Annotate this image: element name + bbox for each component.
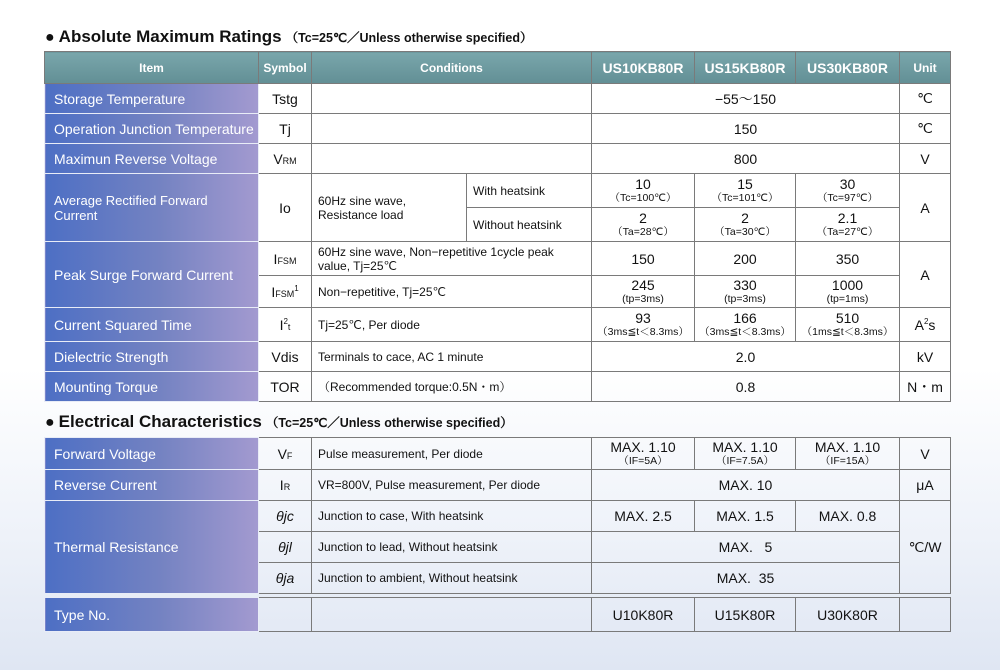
item-storage-temp: Storage Temperature bbox=[45, 84, 259, 114]
cond-i2t: Tj=25℃, Per diode bbox=[312, 308, 592, 342]
cond-theta-jc: Junction to case, With heatsink bbox=[312, 501, 592, 532]
symbol-theta-jc: θjc bbox=[259, 501, 312, 532]
unit-avg-current: A bbox=[900, 174, 951, 242]
value-theta-jc-1: MAX. 2.5 bbox=[592, 501, 695, 532]
value-vf-1: MAX. 1.10 （IF=5A） bbox=[592, 438, 695, 470]
item-reverse-current: Reverse Current bbox=[45, 470, 259, 501]
value-avg-without-1: 2 （Ta=28℃） bbox=[592, 208, 695, 242]
abs-ratings-table bbox=[44, 51, 951, 402]
type-no-empty bbox=[259, 598, 312, 632]
item-forward-voltage: Forward Voltage bbox=[45, 438, 259, 470]
value-surge1-2: 200 bbox=[695, 242, 796, 276]
table-row bbox=[45, 308, 951, 342]
symbol-ifsm: IFSM bbox=[259, 242, 312, 276]
item-thermal-resistance: Thermal Resistance bbox=[45, 501, 259, 594]
cond-vf: Pulse measurement, Per diode bbox=[312, 438, 592, 470]
header-conditions: Conditions bbox=[312, 52, 592, 84]
cond-avg-current: 60Hz sine wave, Resistance load bbox=[312, 174, 467, 242]
header-model-1: US10KB80R bbox=[592, 52, 695, 84]
abs-section-title: ● Absolute Maximum Ratings （Tc=25℃／Unless otherwise specified） bbox=[45, 27, 533, 46]
value-surge1-3: 350 bbox=[796, 242, 900, 276]
value-vf-3: MAX. 1.10 （IF=15A） bbox=[796, 438, 900, 470]
symbol-theta-ja: θja bbox=[259, 563, 312, 594]
value-avg-with-2: 15 （Tc=101℃） bbox=[695, 174, 796, 208]
cond-with-heatsink: With heatsink bbox=[467, 174, 592, 208]
symbol-theta-jl: θjl bbox=[259, 532, 312, 563]
value-ir: MAX. 10 bbox=[592, 470, 900, 501]
value-theta-ja: MAX. 35 bbox=[592, 563, 900, 594]
cond-empty bbox=[312, 144, 592, 174]
table-row bbox=[45, 84, 951, 114]
electrical-table bbox=[44, 437, 951, 594]
value-vf-2: MAX. 1.10 （IF=7.5A） bbox=[695, 438, 796, 470]
unit-ir: μA bbox=[900, 470, 951, 501]
table-row bbox=[45, 501, 951, 532]
table-row bbox=[45, 144, 951, 174]
symbol-vdis: Vdis bbox=[259, 342, 312, 372]
item-type-no: Type No. bbox=[45, 598, 259, 632]
value-surge2-1: 245 (tp=3ms) bbox=[592, 276, 695, 308]
unit-torque: N・m bbox=[900, 372, 951, 402]
cond-dielectric: Terminals to cace, AC 1 minute bbox=[312, 342, 592, 372]
item-mounting-torque: Mounting Torque bbox=[45, 372, 259, 402]
table-row bbox=[45, 470, 951, 501]
header-unit: Unit bbox=[900, 52, 951, 84]
bullet-dot-icon: ● bbox=[45, 414, 55, 431]
unit-i2t: $A^2s$ bbox=[900, 308, 951, 342]
value-avg-with-1: 10 （Tc=100℃） bbox=[592, 174, 695, 208]
symbol-vrm: VRM bbox=[259, 144, 312, 174]
value-storage-temp: −55〜150 bbox=[592, 84, 900, 114]
table-row bbox=[45, 114, 951, 144]
value-dielectric: 2.0 bbox=[592, 342, 900, 372]
unit-surge: A bbox=[900, 242, 951, 308]
table-row bbox=[45, 174, 951, 208]
unit-dielectric: kV bbox=[900, 342, 951, 372]
cond-theta-jl: Junction to lead, Without heatsink bbox=[312, 532, 592, 563]
value-torque: 0.8 bbox=[592, 372, 900, 402]
item-current-squared-time: Current Squared Time bbox=[45, 308, 259, 342]
unit-max-reverse-voltage: V bbox=[900, 144, 951, 174]
cond-surge-1: 60Hz sine wave, Non−repetitive 1cycle peak value, Tj=25℃ bbox=[312, 242, 592, 276]
table-row bbox=[45, 372, 951, 402]
value-surge1-1: 150 bbox=[592, 242, 695, 276]
value-type-1: U10K80R bbox=[592, 598, 695, 632]
unit-vf: V bbox=[900, 438, 951, 470]
bullet-dot-icon: ● bbox=[45, 29, 55, 46]
cond-empty bbox=[312, 114, 592, 144]
value-type-2: U15K80R bbox=[695, 598, 796, 632]
header-item: Item bbox=[45, 52, 259, 84]
unit-op-junction-temp: ℃ bbox=[900, 114, 951, 144]
symbol-io: Io bbox=[259, 174, 312, 242]
value-i2t-2: 166 （3ms≦t＜8.3ms） bbox=[695, 308, 796, 342]
value-avg-without-3: 2.1 （Ta=27℃） bbox=[796, 208, 900, 242]
type-no-table bbox=[44, 597, 951, 632]
cond-ir: VR=800V, Pulse measurement, Per diode bbox=[312, 470, 592, 501]
value-i2t-3: 510 （1ms≦t＜8.3ms） bbox=[796, 308, 900, 342]
value-avg-without-2: 2 （Ta=30℃） bbox=[695, 208, 796, 242]
item-peak-surge-current: Peak Surge Forward Current bbox=[45, 242, 259, 308]
value-max-reverse-voltage: 800 bbox=[592, 144, 900, 174]
item-dielectric-strength: Dielectric Strength bbox=[45, 342, 259, 372]
type-no-empty bbox=[900, 598, 951, 632]
value-theta-jc-3: MAX. 0.8 bbox=[796, 501, 900, 532]
table-row bbox=[45, 598, 951, 632]
symbol-tor: TOR bbox=[259, 372, 312, 402]
symbol-vf: VF bbox=[259, 438, 312, 470]
symbol-tstg: Tstg bbox=[259, 84, 312, 114]
value-theta-jl: MAX. 5 bbox=[592, 532, 900, 563]
value-op-junction-temp: 150 bbox=[592, 114, 900, 144]
unit-storage-temp: ℃ bbox=[900, 84, 951, 114]
header-model-2: US15KB80R bbox=[695, 52, 796, 84]
symbol-tj: Tj bbox=[259, 114, 312, 144]
table-row bbox=[45, 438, 951, 470]
value-surge2-2: 330 (tp=3ms) bbox=[695, 276, 796, 308]
symbol-ir: IR bbox=[259, 470, 312, 501]
item-max-reverse-voltage: Maximun Reverse Voltage bbox=[45, 144, 259, 174]
unit-thermal: ℃/W bbox=[900, 501, 951, 594]
cond-torque: （Recommended torque:0.5N・m） bbox=[312, 372, 592, 402]
symbol-ifsm1: IFSM$^1$ bbox=[259, 276, 312, 308]
cond-surge-2: Non−repetitive, Tj=25℃ bbox=[312, 276, 592, 308]
table-row bbox=[45, 242, 951, 276]
elec-section-title: ● Electrical Characteristics （Tc=25℃／Unless otherwise specified） bbox=[45, 412, 513, 431]
type-no-empty bbox=[312, 598, 592, 632]
item-op-junction-temp: Operation Junction Temperature bbox=[45, 114, 259, 144]
value-avg-with-3: 30 （Tc=97℃） bbox=[796, 174, 900, 208]
item-avg-forward-current: Average Rectified Forward Current bbox=[45, 174, 259, 242]
cond-without-heatsink: Without heatsink bbox=[467, 208, 592, 242]
value-theta-jc-2: MAX. 1.5 bbox=[695, 501, 796, 532]
symbol-i2t: $I^2t$ bbox=[259, 308, 312, 342]
header-model-3: US30KB80R bbox=[796, 52, 900, 84]
header-symbol: Symbol bbox=[259, 52, 312, 84]
cond-theta-ja: Junction to ambient, Without heatsink bbox=[312, 563, 592, 594]
cond-empty bbox=[312, 84, 592, 114]
value-i2t-1: 93 （3ms≦t＜8.3ms） bbox=[592, 308, 695, 342]
table-row bbox=[45, 342, 951, 372]
value-surge2-3: 1000 (tp=1ms) bbox=[796, 276, 900, 308]
value-type-3: U30K80R bbox=[796, 598, 900, 632]
